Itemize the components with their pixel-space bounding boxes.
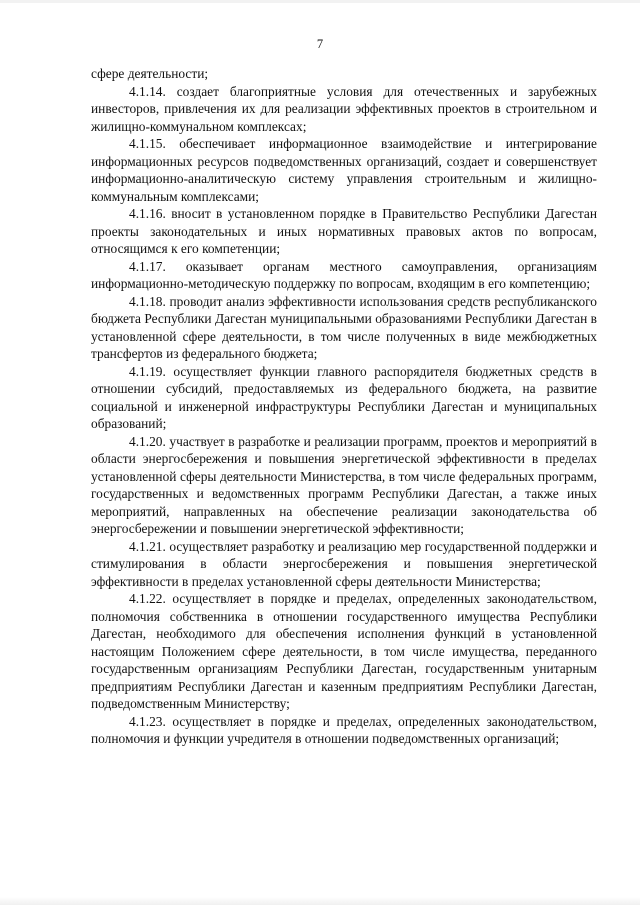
document-body xyxy=(91,65,597,748)
paragraph-4-1-14: 4.1.14. создает благоприятные условия для отечественных и зарубежных инвесторов, привлечения их для реализации эффективных проектов в строительном и жилищно-коммунальном комплексах; xyxy=(91,83,597,134)
page-number: 7 xyxy=(316,37,324,51)
paragraph-4-1-22: 4.1.22. осуществляет в порядке и пределах, определенных законодательством, полномочия собственника в отношении государственного имущества Республики Дагестан, необходимого для обеспечения исполнения функций в установленной настоящим Положением сфере деятельности, в том числе имущества, переданного государственным организациям Республики Дагестан, государственным унитарным предприятиям Республики Дагестан и казенным предприятиям Республики Дагестан, подведомственным Министерству; xyxy=(91,591,597,711)
paragraph-continuation: сфере деятельности; xyxy=(91,66,209,81)
paragraph-4-1-20: 4.1.20. участвует в разработке и реализации программ, проектов и мероприятий в области энергосбережения и повышения энергетической эффективности в пределах установленной сферы деятельности Министерства, в том числе федеральных программ, государственных и ведомственных программ Республики Дагестан, а также иных мероприятий, направленных на обеспечение реализации законодательства об энергосбережении и повышении энергетической эффективности; xyxy=(91,433,597,536)
paragraph-4-1-16: 4.1.16. вносит в установленном порядке в Правительство Республики Дагестан проекты законодательных и иных нормативных правовых актов по вопросам, относящимся к его компетенции; xyxy=(91,206,597,256)
paragraph-4-1-17: 4.1.17. оказывает органам местного самоуправления, организациям информационно-методическую поддержку по вопросам, входящим в его компетенцию; xyxy=(91,258,597,291)
paragraph-4-1-18: 4.1.18. проводит анализ эффективности использования средств республиканского бюджета Республики Дагестан муниципальными образованиями Республики Дагестан в установленной сфере деятельности, в том числе полученных в виде межбюджетных трансфертов из федерального бюджета; xyxy=(91,293,597,361)
scan-top-edge xyxy=(0,0,640,3)
paragraph-4-1-15: 4.1.15. обеспечивает информационное взаимодействие и интегрирование информационных ресурсов подведомственных организаций, создает и совершенствует информационно-аналитическую систему управления строительным и жилищно-коммунальным комплексами; xyxy=(91,136,597,204)
scan-bottom-edge xyxy=(0,897,640,905)
paragraph-4-1-23: 4.1.23. осуществляет в порядке и пределах, определенных законодательством, полномочия и функции учредителя в отношении подведомственных организаций; xyxy=(91,713,597,746)
paragraph-4-1-19: 4.1.19. осуществляет функции главного распорядителя бюджетных средств в отношении субсидий, предоставляемых из федерального бюджета, на развитие социальной и инженерной инфраструктуры Республики Дагестан и муниципальных образований; xyxy=(91,363,597,431)
paragraph-4-1-21: 4.1.21. осуществляет разработку и реализацию мер государственной поддержки и стимулирования в области энергосбережения и повышения энергетической эффективности в пределах установленной сферы деятельности Министерства; xyxy=(91,538,597,589)
